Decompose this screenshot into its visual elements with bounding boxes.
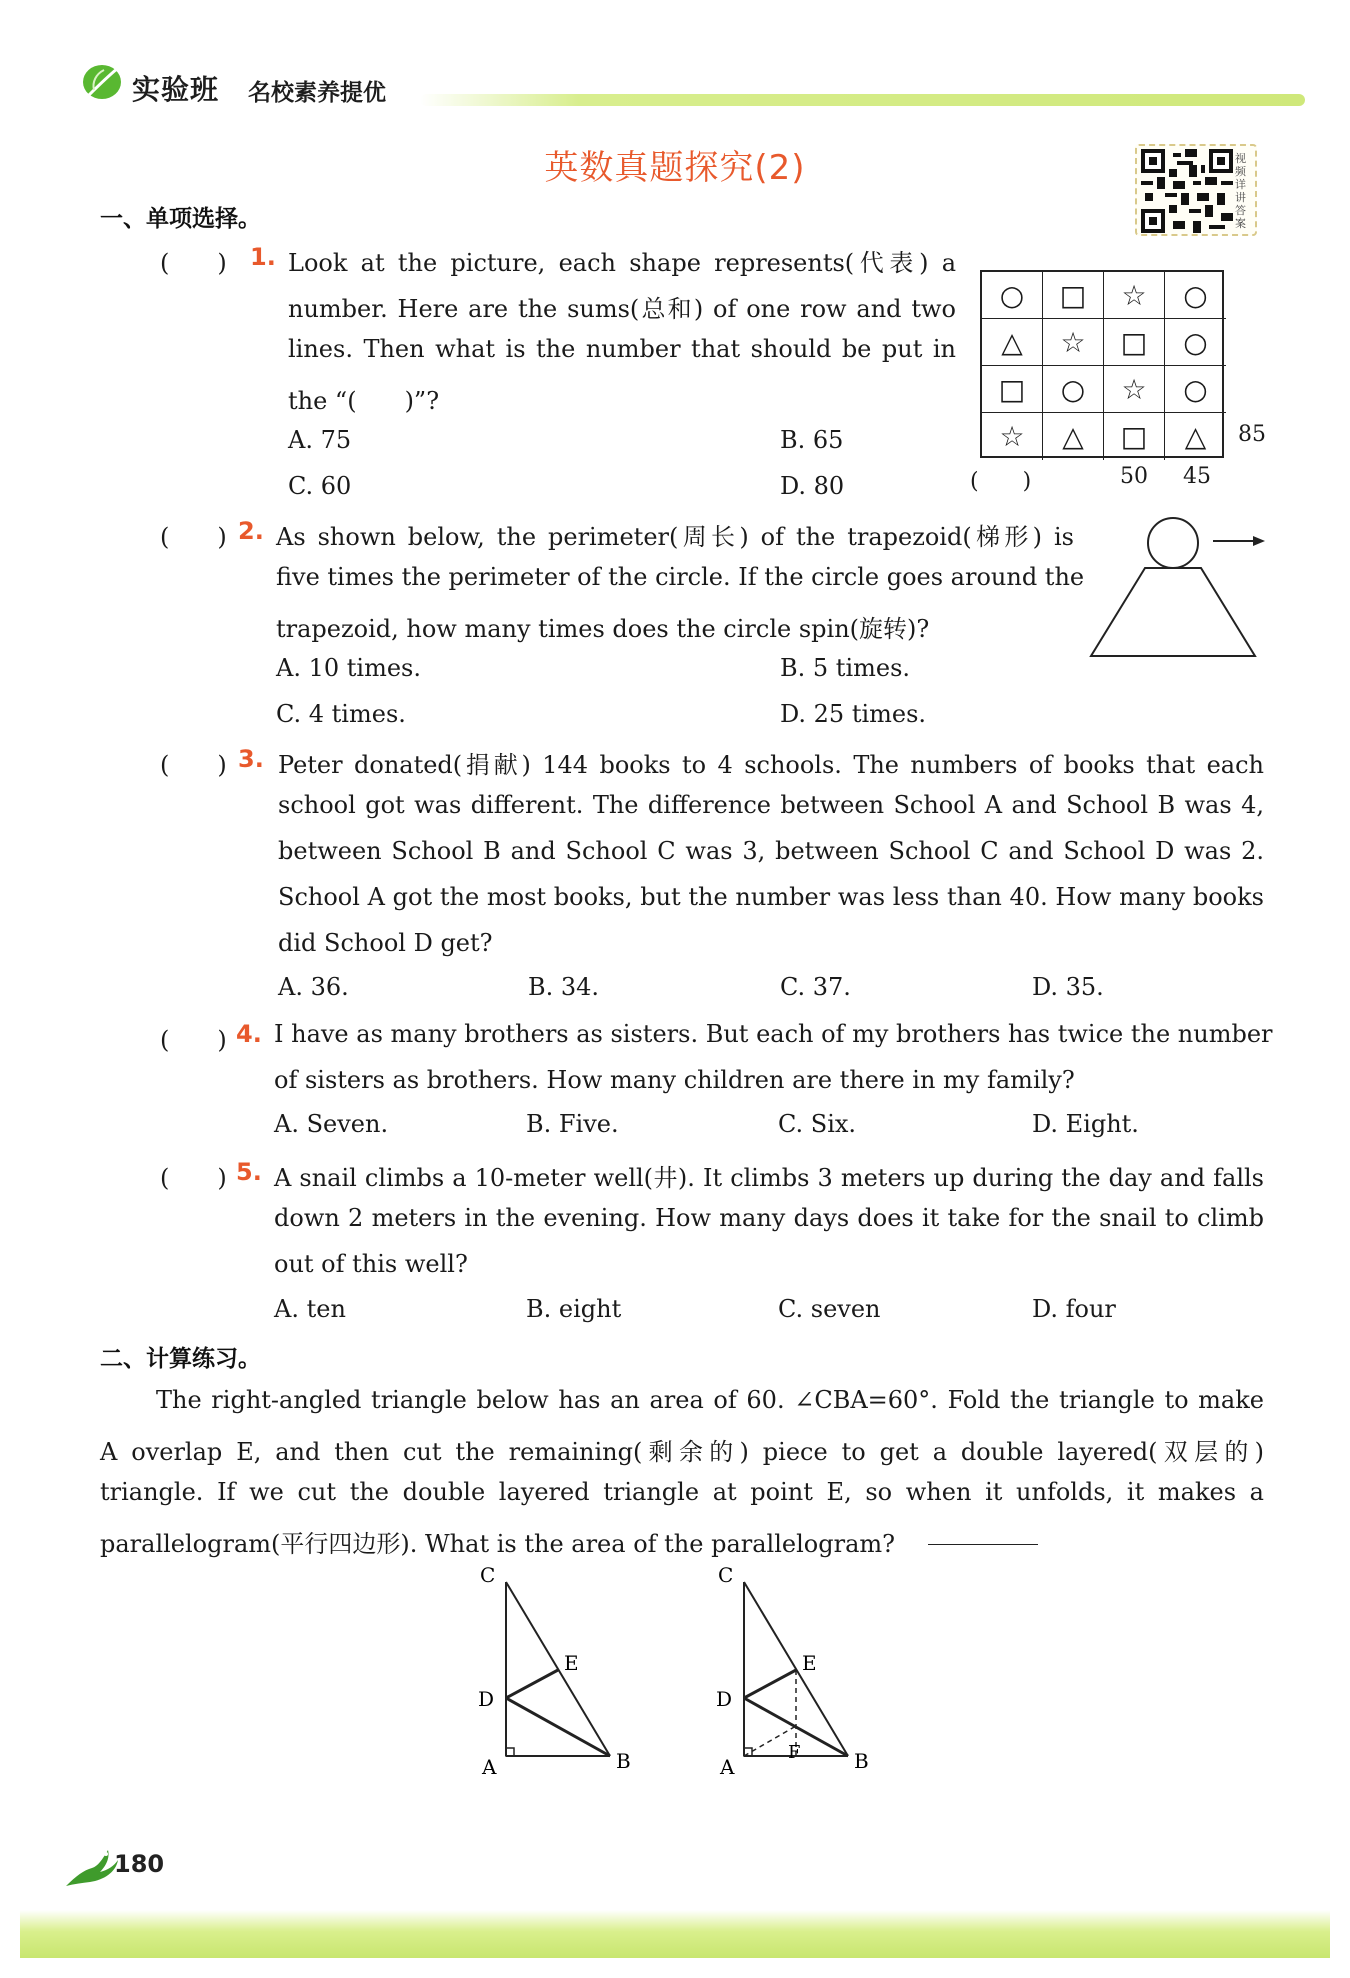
option-c[interactable]: C. 60 — [288, 472, 352, 500]
question-text-line: As shown below, the perimeter(周长) of the trapezoid(梯形) is — [276, 523, 1074, 551]
option-a[interactable]: A. Seven. — [274, 1110, 389, 1138]
option-a[interactable]: A. 10 times. — [276, 654, 421, 682]
grid-cell: ☆ — [982, 413, 1043, 460]
grid-cell: ○ — [1165, 366, 1226, 413]
question-text-line: number. Here are the sums(总和) of one row and two — [288, 295, 956, 323]
option-d[interactable]: D. 35. — [1032, 973, 1104, 1001]
question-text-line: school got was different. The difference between School A and School B was 4, — [278, 791, 1264, 819]
question-text-line: trapezoid, how many times does the circle spin(旋转)? — [276, 615, 930, 643]
grid-cell: □ — [1104, 319, 1165, 366]
dragon-decor-icon — [62, 1836, 122, 1890]
question-text-line: A snail climbs a 10-meter well(井). It climbs 3 meters up during the day and falls — [274, 1164, 1264, 1192]
answer-blank-line[interactable] — [928, 1544, 1038, 1545]
problem-text-line: A overlap E, and then cut the remaining(剩余的) piece to get a double layered(双层的) — [100, 1438, 1264, 1466]
grid-cell: ☆ — [1104, 272, 1165, 319]
question-text-line: School A got the most books, but the number was less than 40. How many books — [278, 883, 1264, 911]
option-c[interactable]: C. 4 times. — [276, 700, 406, 728]
brand-name: 实验班 — [132, 73, 220, 106]
vertex-label-d: D — [716, 1687, 733, 1711]
problem-text-line: triangle. If we cut the double layered triangle at point E, so when it unfolds, it makes a — [100, 1478, 1264, 1506]
vertex-label-b: B — [616, 1749, 631, 1773]
grid-row-sum: 85 — [1238, 422, 1266, 447]
grid-cell: ☆ — [1043, 319, 1104, 366]
option-c[interactable]: C. seven — [778, 1295, 881, 1323]
question-text-line: did School D get? — [278, 929, 493, 957]
grid-cell: ○ — [1165, 272, 1226, 319]
problem-text-line: The right-angled triangle below has an area of 60. ∠CBA=60°. Fold the triangle to make — [156, 1386, 1264, 1414]
question-text-line: Peter donated(捐献) 144 books to 4 schools. The numbers of books that each — [278, 751, 1264, 779]
option-b[interactable]: B. 65 — [780, 426, 844, 454]
option-b[interactable]: B. Five. — [526, 1110, 619, 1138]
option-b[interactable]: B. 5 times. — [780, 654, 911, 682]
grid-cell: □ — [1043, 272, 1104, 319]
shape-grid — [980, 270, 1224, 458]
vertex-label-d: D — [478, 1687, 495, 1711]
vertex-label-a: A — [482, 1755, 497, 1779]
vertex-label-f: F — [788, 1742, 801, 1763]
vertex-label-c: C — [480, 1563, 496, 1587]
page-title: 英数真题探究(2) — [544, 148, 806, 188]
leaf-logo-icon — [80, 60, 126, 106]
question-text-line: the “( )”? — [288, 387, 440, 415]
qr-code-icon — [1141, 148, 1233, 234]
vertex-label-b: B — [854, 1749, 869, 1773]
answer-blank-q4[interactable]: ( ) — [160, 1026, 227, 1054]
grid-cell: ○ — [1043, 366, 1104, 413]
vertex-label-a: A — [720, 1755, 735, 1779]
question-text-line: of sisters as brothers. How many children are there in my family? — [274, 1066, 1075, 1094]
triangle-figure-2 — [708, 1560, 888, 1780]
section-heading-choice: 一、单项选择。 — [100, 206, 261, 232]
question-text-line: between School B and School C was 3, between School C and School D was 2. — [278, 837, 1264, 865]
option-c[interactable]: C. 37. — [780, 973, 851, 1001]
question-number: 5. — [236, 1158, 262, 1186]
question-text-line: I have as many brothers as sisters. But each of my brothers has twice the number — [274, 1020, 1273, 1048]
option-d[interactable]: D. 25 times. — [780, 700, 927, 728]
brand-subtitle: 名校素养提优 — [248, 80, 386, 106]
grid-cell: □ — [1104, 413, 1165, 460]
question-text-line: lines. Then what is the number that should be put in — [288, 335, 956, 363]
option-a[interactable]: A. 75 — [288, 426, 352, 454]
answer-blank-q5[interactable]: ( ) — [160, 1164, 227, 1192]
option-d[interactable]: D. Eight. — [1032, 1110, 1139, 1138]
option-a[interactable]: A. 36. — [278, 973, 349, 1001]
grid-cell: □ — [982, 366, 1043, 413]
triangle-figure-1 — [470, 1560, 650, 1780]
option-d[interactable]: D. four — [1032, 1295, 1116, 1323]
footer-decor-bar — [20, 1910, 1330, 1958]
answer-blank-q3[interactable]: ( ) — [160, 751, 227, 779]
option-a[interactable]: A. ten — [274, 1295, 346, 1323]
question-number: 3. — [238, 745, 264, 773]
question-text-line: down 2 meters in the evening. How many days does it take for the snail to climb — [274, 1204, 1264, 1232]
vertex-label-e: E — [564, 1651, 579, 1675]
question-number: 4. — [236, 1020, 262, 1048]
grid-cell: △ — [982, 319, 1043, 366]
trapezoid-circle-figure — [1085, 508, 1275, 663]
option-b[interactable]: B. eight — [526, 1295, 622, 1323]
grid-blank-column: ( ) — [970, 469, 1032, 494]
answer-blank-q2[interactable]: ( ) — [160, 523, 227, 551]
page-number: 180 — [114, 1850, 165, 1878]
grid-cell: ○ — [982, 272, 1043, 319]
qr-caption: 视频详讲答案 — [1235, 152, 1246, 230]
qr-code[interactable] — [1135, 144, 1257, 236]
grid-cell: ○ — [1165, 319, 1226, 366]
header-decor-bar — [420, 94, 1305, 106]
question-number: 1. — [250, 243, 276, 271]
question-number: 2. — [238, 517, 264, 545]
section-heading-calculation: 二、计算练习。 — [100, 1346, 261, 1372]
grid-cell: △ — [1043, 413, 1104, 460]
page-header — [80, 60, 1305, 112]
question-text-line: five times the perimeter of the circle. If the circle goes around the — [276, 563, 1085, 591]
question-text-line: Look at the picture, each shape represents(代表) a — [288, 249, 956, 277]
vertex-label-c: C — [718, 1563, 734, 1587]
option-b[interactable]: B. 34. — [528, 973, 600, 1001]
vertex-label-e: E — [802, 1651, 817, 1675]
grid-column-sum: 50 — [1120, 464, 1148, 489]
option-d[interactable]: D. 80 — [780, 472, 845, 500]
grid-column-sum: 45 — [1183, 464, 1211, 489]
answer-blank-q1[interactable]: ( ) — [160, 249, 227, 277]
grid-cell: ☆ — [1104, 366, 1165, 413]
problem-text-line: parallelogram(平行四边形). What is the area of the parallelogram? — [100, 1530, 895, 1558]
question-text-line: out of this well? — [274, 1250, 468, 1278]
grid-cell: △ — [1184, 420, 1207, 453]
option-c[interactable]: C. Six. — [778, 1110, 857, 1138]
